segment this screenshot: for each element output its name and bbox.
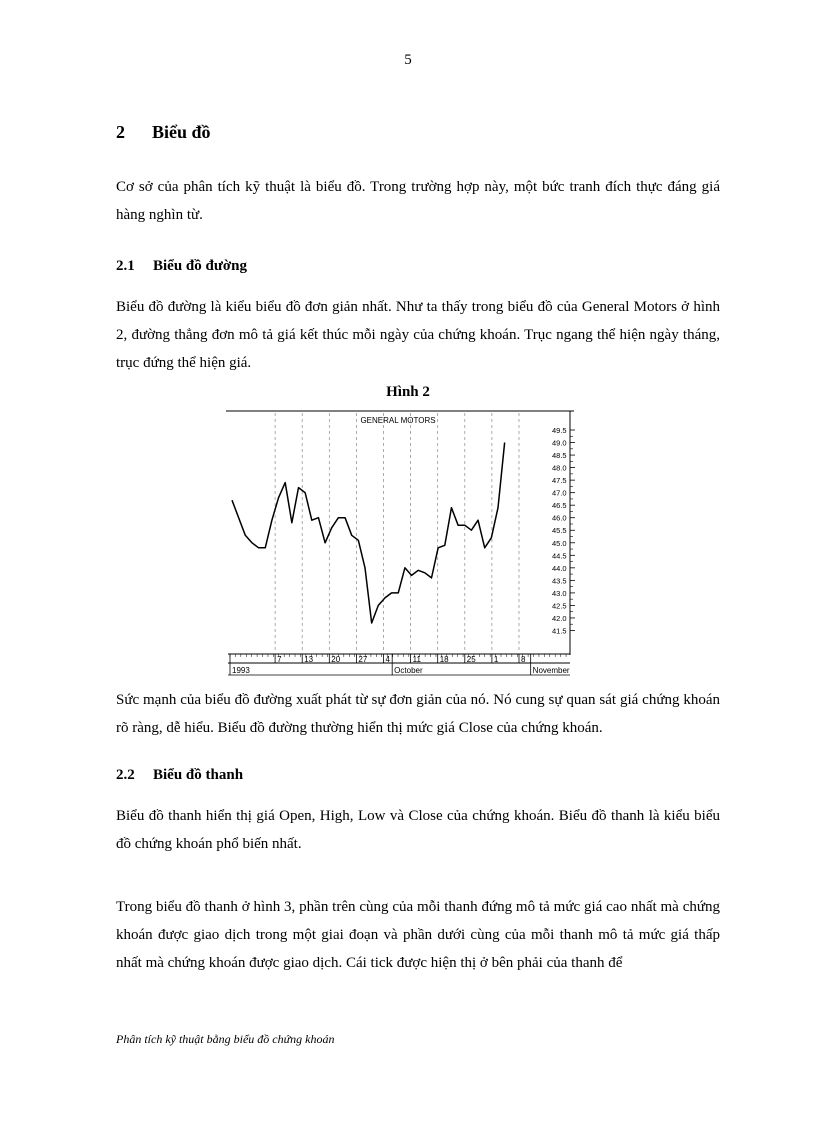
figure-caption: Hình 2 (386, 384, 430, 400)
x-day-label: 25 (466, 655, 476, 664)
x-day-label: 4 (385, 655, 390, 664)
y-tick-label: 47.0 (552, 488, 567, 498)
y-tick-label: 45.5 (552, 526, 567, 536)
section-number: 2 (116, 122, 125, 142)
page-number: 5 (404, 52, 412, 68)
y-tick-label: 42.0 (552, 613, 567, 623)
gm-line-chart (226, 405, 580, 677)
x-day-label: 18 (439, 655, 449, 664)
subsection-number: 2.2 (116, 767, 135, 783)
y-tick-label: 46.5 (552, 501, 567, 511)
y-tick-label: 43.0 (552, 588, 567, 598)
y-tick-label: 45.0 (552, 538, 567, 548)
x-day-label: 1 (493, 655, 499, 664)
subsection-number: 2.1 (116, 258, 135, 274)
x-month-label: October (394, 666, 423, 675)
y-tick-label: 46.0 (552, 513, 567, 523)
y-tick-label: 44.5 (552, 551, 567, 561)
x-day-label: 8 (521, 655, 526, 664)
x-day-label: 27 (358, 655, 368, 664)
x-day-label: 20 (331, 655, 341, 664)
line-chart-strength-paragraph: Sức mạnh của biểu đồ đường xuất phát từ sự đơn giản của nó. Nó cung sự quan sát giá chứng khoán rõ ràng, dễ hiểu. Biểu đồ đường thường hiển thị mức giá Close của chứng khoán. (116, 692, 720, 736)
intro-paragraph: Cơ sở của phân tích kỹ thuật là biểu đồ. Trong trường hợp này, một bức tranh đích thực đáng giá hàng nghìn từ. (116, 179, 720, 223)
y-tick-label: 42.5 (552, 601, 567, 611)
bar-chart-detail-paragraph: Trong biểu đồ thanh ở hình 3, phần trên cùng của mỗi thanh đứng mô tả mức giá cao nhất mà chứng khoán được giao dịch trong một giai đoạn và phần dưới cùng của mỗi thanh mô tả mức giá thấp nhất mà chứng khoán được giao dịch. Cái tick được hiện thị ở bên phải của thanh để (116, 899, 720, 971)
y-tick-label: 48.0 (552, 463, 567, 473)
y-tick-label: 49.5 (552, 426, 567, 436)
y-tick-label: 49.0 (552, 438, 567, 448)
gridlines (275, 413, 519, 653)
bar-chart-paragraph: Biểu đồ thanh hiển thị giá Open, High, Low và Close của chứng khoán. Biểu đồ thanh là kiểu biểu đồ chứng khoán phổ biến nhất. (116, 808, 720, 852)
y-tick-label: 48.5 (552, 451, 567, 461)
x-day-label: 13 (304, 655, 314, 664)
y-ticks (552, 426, 575, 635)
page-footer: Phân tích kỹ thuật bằng biểu đồ chứng khoán (116, 1032, 335, 1046)
close-price-line (232, 443, 505, 624)
section-title: Biểu đồ (152, 122, 211, 142)
y-tick-label: 47.5 (552, 476, 567, 486)
x-day-label: 7 (277, 655, 282, 664)
y-tick-label: 43.5 (552, 576, 567, 586)
subsection-title: Biểu đồ đường (153, 258, 248, 274)
subsection-heading-2-2 (116, 767, 243, 784)
x-month-label: 1993 (232, 666, 250, 675)
y-tick-label: 41.5 (552, 626, 567, 636)
section-heading (116, 122, 211, 143)
x-day-label: 11 (412, 655, 421, 664)
subsection-heading-2-1 (116, 258, 247, 275)
x-month-label: November (532, 666, 570, 675)
chart-title: GENERAL MOTORS (360, 416, 436, 425)
y-tick-label: 44.0 (552, 563, 567, 573)
subsection-title: Biểu đồ thanh (153, 767, 244, 783)
line-chart-paragraph: Biểu đồ đường là kiểu biểu đồ đơn giản nhất. Như ta thấy trong biểu đồ của General Motors ở hình 2, đường thẳng đơn mô tả giá kết thúc mỗi ngày của chứng khoán. Trục ngang thể hiện ngày tháng, trục đứng thể hiện giá. (116, 299, 720, 371)
